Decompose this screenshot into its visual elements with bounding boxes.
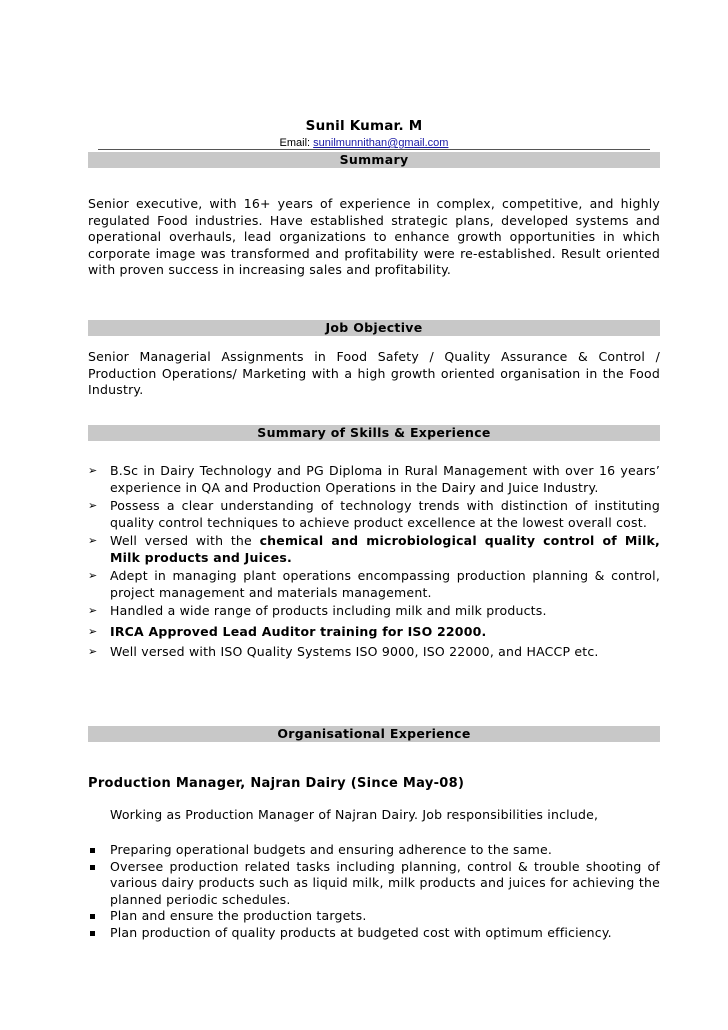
email-label: Email: [279,137,314,149]
org-heading: Organisational Experience [88,726,660,742]
job-title: Production Manager, Najran Dairy (Since May-08) [88,776,465,791]
skill-text: Adept in managing plant operations encompassing production planning & control, project management and materials management. [110,568,660,600]
square-bullet-icon [90,931,95,936]
skill-text: Well versed with the [110,533,260,548]
duty-text: Preparing operational budgets and ensuring adherence to the same. [110,842,553,857]
email-line [0,137,728,149]
skill-text-bold: IRCA Approved Lead Auditor training for ISO 22000. [110,623,487,639]
list-item [88,498,660,531]
header-divider [98,149,650,150]
skill-text: Well versed with ISO Quality Systems ISO 9000, ISO 22000, and HACCP etc. [110,644,599,659]
summary-heading: Summary [88,152,660,168]
arrow-bullet-icon: ➢ [88,645,98,658]
duty-text: Oversee production related tasks including planning, control & trouble shooting of various dairy products such as liquid milk, milk products and juices for achieving the planned periodic schedules. [110,858,660,907]
skills-list [88,463,660,661]
job-intro: Working as Production Manager of Najran Dairy. Job responsibilities include, [110,807,599,822]
arrow-bullet-icon: ➢ [88,499,98,512]
candidate-name: Sunil Kumar. M [305,118,423,134]
duty-text: Plan and ensure the production targets. [110,908,367,923]
square-bullet-icon [90,848,95,853]
list-item [88,624,660,641]
skill-text: Handled a wide range of products including milk and milk products. [110,603,547,618]
duty-text: Plan production of quality products at budgeted cost with optimum efficiency. [110,924,612,940]
summary-text: Senior executive, with 16+ years of experience in complex, competitive, and highly regulated Food industries. Have established strategic plans, developed systems and operational overhauls, lead organizations to enhance growth opportunities in which corporate image was transformed and profitability were re-established. Result oriented with proven success in increasing sales and profitability. [88,196,660,277]
list-item [88,925,660,942]
square-bullet-icon [90,914,95,919]
skills-heading: Summary of Skills & Experience [88,425,660,441]
skill-text: Possess a clear understanding of technology trends with distinction of instituting quality control techniques to achieve product excellence at the lowest overall cost. [110,498,660,530]
list-item [88,859,660,909]
list-item [88,842,660,859]
objective-heading: Job Objective [88,320,660,336]
arrow-bullet-icon: ➢ [88,624,98,638]
skill-text-bold: chemical and microbiological quality control of Milk, Milk products and Juices. [110,533,660,565]
arrow-bullet-icon: ➢ [88,604,98,617]
duties-list [88,842,660,941]
square-bullet-icon [90,865,95,870]
list-item [88,603,660,620]
arrow-bullet-icon: ➢ [88,569,98,582]
arrow-bullet-icon: ➢ [88,534,98,547]
list-item [88,644,660,661]
skill-text: B.Sc in Dairy Technology and PG Diploma in Rural Management with over 16 years’ experience in QA and Production Operations in the Dairy and Juice Industry. [110,463,660,495]
arrow-bullet-icon: ➢ [88,464,98,477]
email-link[interactable]: sunilmunnithan@gmail.com [313,137,449,149]
list-item [88,568,660,601]
list-item [88,463,660,496]
objective-text: Senior Managerial Assignments in Food Safety / Quality Assurance & Control / Production Operations/ Marketing with a high growth oriented organisation in the Food Industry. [88,349,660,397]
list-item [88,533,660,566]
list-item [88,908,660,925]
